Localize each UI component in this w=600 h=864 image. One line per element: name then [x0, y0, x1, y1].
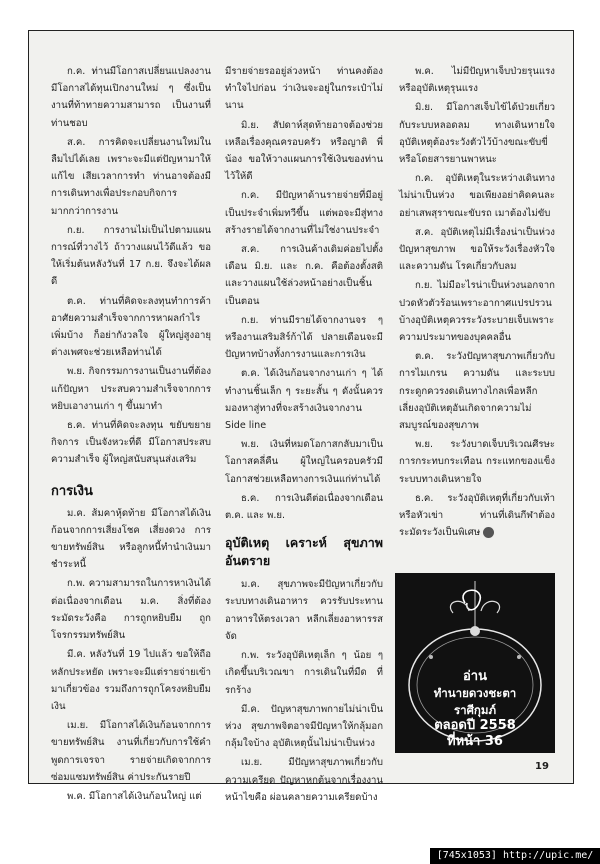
column-1 — [51, 63, 211, 807]
paragraph: มิ.ย. มีโอกาสเจ็บไข้ได้ป่วยเกี่ยวกับระบบหลอดลม ทางเดินหายใจ อุบัติเหตุต้องระวังตัวไว้บ้างขณะขับขี่ หรือโดยสารยานพาหนะ — [399, 102, 555, 166]
paragraph: มี.ค. หลังวันที่ 19 ไปแล้ว ขอให้ถือหลักประหยัด เพราะจะมีแต่รายจ่ายเข้ามาเกี่ยวข้อง รวมถึงการถูกโครงหยิบยืมเงิน — [51, 649, 211, 712]
ad-line: อ่าน — [463, 669, 487, 684]
paragraph: ม.ค. ส้มคาหุ้ดท้าย มีโอกาสได้เงินก้อนจากการเสี่ยงโชค เสี่ยงดวง การขายทรัพย์สิน หรือลูกหนี้ทำนำเงินมาชำระหนี้ — [51, 507, 211, 571]
paragraph: ก.พ. ระวังอุบัติเหตุเล็ก ๆ น้อย ๆ เกิดขึ้นบริเวณขา การเดินในที่มืด ที่รกร้าง — [225, 650, 383, 696]
paragraph: ธ.ค. ท่านที่คิดจะลงทุน ขยับขยายกิจการ เป็นจังหวะที่ดี มีโอกาสประสบความสำเร็จ ผู้ใหญ่สนับสนุนส่งเสริม — [51, 420, 211, 466]
ad-line: ตลอดปี 2558 — [434, 718, 516, 733]
column-3 — [399, 63, 555, 543]
advertisement-text — [395, 669, 555, 750]
paragraph: เม.ย. มีโอกาสได้เงินก้อนจากการขายทรัพย์สิน งานที่เกี่ยวกับการใช้คำพูดการเจรจา รายจ่ายเกิดจากการซ่อมแซมทรัพย์สิน ค่าประกันรายปี — [51, 720, 211, 783]
paragraph: ส.ค. การคิดจะเปลี่ยนงานใหม่ในลืมไปได้เลย เพราะจะมีแต่ปัญหามาให้แก้ไข เสียเวลาการทำ ท่านอาจต้องมีการเดินทางเพื่อประกอบกิจการมากกว่าการงาน — [51, 136, 211, 217]
section-heading-health: อุบัติเหตุ เคราะห์ สุขภาพ อันตราย — [225, 535, 383, 569]
end-mark-icon — [483, 527, 494, 538]
paragraph: พ.ค. มีโอกาสได้เงินก้อนใหญ่ แต่ — [67, 790, 202, 802]
paragraph: พ.ย. ระวังบาดเจ็บบริเวณศีรษะการกระทบกระเทือน กระแทกของแข็งระบบทางเดินหายใจ — [399, 439, 555, 485]
paragraph: มีรายจ่ายรออยู่ล่วงหน้า ท่านคงต้องทำใจไปก่อน ว่าเงินจะอยู่ในกระเป๋าไม่นาน — [225, 66, 383, 112]
paragraph: ก.ย. การงานไม่เป็นไปตามแผนการณ์ที่วางไว้ ถ้าวางแผนไว้ดีแล้ว ขอให้เริ่มต้นหลังวันที่ 17 ก.ย. จึงจะได้ผลดี — [51, 224, 211, 288]
paragraph: ต.ค. ระวังปัญหาสุขภาพเกี่ยวกับการไมเกรน ความดัน และระบบกระดูกควรงดเดินทางไกลเพื่อหลีกเลี่ยงอุบัติเหตุอันเกิดจากความไม่สมบูรณ์ของสุขภาพ — [399, 351, 555, 432]
paragraph: พ.ย. กิจกรรมการงานเป็นงานที่ต้องแก้ปัญหา ประสบความสำเร็จจากการหยิบเอางานเก่า ๆ ขึ้นมาทำ — [51, 366, 211, 412]
paragraph: ม.ค. สุขภาพจะมีปัญหาเกี่ยวกับระบบทางเดินอาหาร ควรรับประทานอาหารให้ตรงเวลา หลีกเลี่ยงอาหารรสจัด — [225, 579, 383, 642]
paragraph: ก.ค. ท่านมีโอกาสเปลี่ยนแปลงงาน มีโอกาสได้ทุนเปิกงานใหม่ ๆ ซึ่งเป็นงานที่ท้าทายความสามารถ เป็นงานที่ท่านชอบ — [51, 66, 211, 129]
ad-line: ที่หน้า 36 — [447, 734, 503, 749]
paragraph: ต.ค. ได้เงินก้อนจากงานเก่า ๆ ได้ทำงานชิ้นเล็ก ๆ ระยะสั้น ๆ ดังนั้นควรมองหาสู่ทางที่จะสร้างเงินจากงาน Side line — [225, 368, 383, 432]
ad-line: ราศีกุมภ์ — [453, 703, 497, 717]
image-watermark: [745x1053] http://upic.me/ — [430, 848, 600, 864]
paragraph: ก.ค. อุบัติเหตุในระหว่างเดินทางไม่น่าเป็นห่วง ขอเพียงอย่าคิดคนละ อย่าเสพสุราขณะขับรถ เมาต้องไม่ขับ — [399, 173, 555, 219]
paragraph-text: ธ.ค. ระวังอุบัติเหตุที่เกี่ยวกับเท้าหรือหัวเข่า ท่านที่เดินกีฬาต้องระมัดระวังเป็นพิเศษ — [399, 492, 555, 539]
paragraph: ก.พ. ความสามารถในการหาเงินได้ต่อเนื่องจากเดือน ม.ค. สิ่งที่ต้องระมัดระวังคือ การถูกหยิบยืม ถูกโจรกรรมทรัพย์สิน — [51, 578, 211, 642]
paragraph — [399, 490, 555, 542]
paragraph: ก.ย. ไม่มีอะไรน่าเป็นห่วงนอกจากปวดหัวตัวร้อนเพราะอากาศแปรปรวนบ้างอุบัติเหตุควรระวังระบายเจ็บเพราะความประมาทของบุคคลอื่น — [399, 280, 555, 344]
paragraph: ต.ค. ท่านที่คิดจะลงทุนทำการค้าอาศัยความสำเร็จจากการหาผลกำไรเพิ่มบ้าง ก็อย่ากังวลใจ ผู้ใหญ่สูงอายุต่างเพศจะช่วยเหลือท่านได้ — [51, 295, 211, 359]
paragraph: พ.ย. เงินที่หมดโอกาสกลับมาเป็นโอกาสคลี่คืน ผู้ใหญ่ในครอบครัวมีโอกาสช่วยเหลือทางการเงินแก่ท่านได้ — [225, 439, 383, 485]
ad-line: ทำนายดวงชะตา — [433, 686, 517, 700]
magazine-page — [28, 30, 574, 803]
paragraph: พ.ค. ไม่มีปัญหาเจ็บป่วยรุนแรงหรืออุบัติเหตุรุนแรง — [399, 66, 555, 95]
paragraph: ธ.ค. การเงินดีต่อเนื่องจากเดือน ต.ค. และ พ.ย. — [225, 492, 383, 522]
paragraph: ก.ค. มีปัญหาด้านรายจ่ายที่มีอยู่เป็นประจำเพิ่มทวีขึ้น แต่พอจะมีสู่ทางสร้างรายได้จากงานที่ไม่ใช่งานประจำ — [225, 190, 383, 236]
paragraph: ส.ค. การเงินค้างเดิมค่อยไปตั้งเดือน มิ.ย. และ ก.ค. คือต้องตั้งสติ และวางแผนใช้ล่วงหน้าอย่างเป็นชิ้นเป็นตอน — [225, 244, 383, 307]
page-number: 19 — [535, 761, 549, 772]
paragraph: เม.ย. มีปัญหาสุขภาพเกี่ยวกับความเครียด ปัญหาหกต้นจากเรื่องงานหน้าไขคือ ผ่อนคลายความเครียดบ้าง — [225, 757, 383, 803]
paragraph: ก.ย. ท่านมีรายได้จากงานจร ๆ หรืองานเสริมสิร์ก้าได้ ปลายเดือนจะมีปัญหาทบ้างทั้งการงานและการเงิน — [225, 314, 383, 361]
paragraph: ส.ค. อุบัติเหตุไม่มีเรื่องน่าเป็นห่วงปัญหาสุขภาพ ขอให้ระวังเรื่องหัวใจ และความดัน โรคเกี่ยวกับลม — [399, 226, 555, 273]
advertisement-box — [395, 573, 555, 753]
section-heading-finance: การเงิน — [51, 483, 93, 499]
column-2 — [225, 63, 383, 808]
paragraph: มี.ค. ปัญหาสุขภาพกายไม่น่าเป็นห่วง สุขภาพจิตอาจมีปัญหาให้กลุ้มอกกลุ้มใจบ้าง อุบัติเหตุนั้นไม่น่าเป็นห่วง — [225, 703, 383, 750]
paragraph: มิ.ย. สัปดาห์สุดท้ายอาจต้องช่วยเหลือเรื่องคุณครอบครัว หรือญาติ พี่น้อง ขอให้วางแผนการใช้เงินของท่านไว้ให้ดี — [225, 119, 383, 183]
